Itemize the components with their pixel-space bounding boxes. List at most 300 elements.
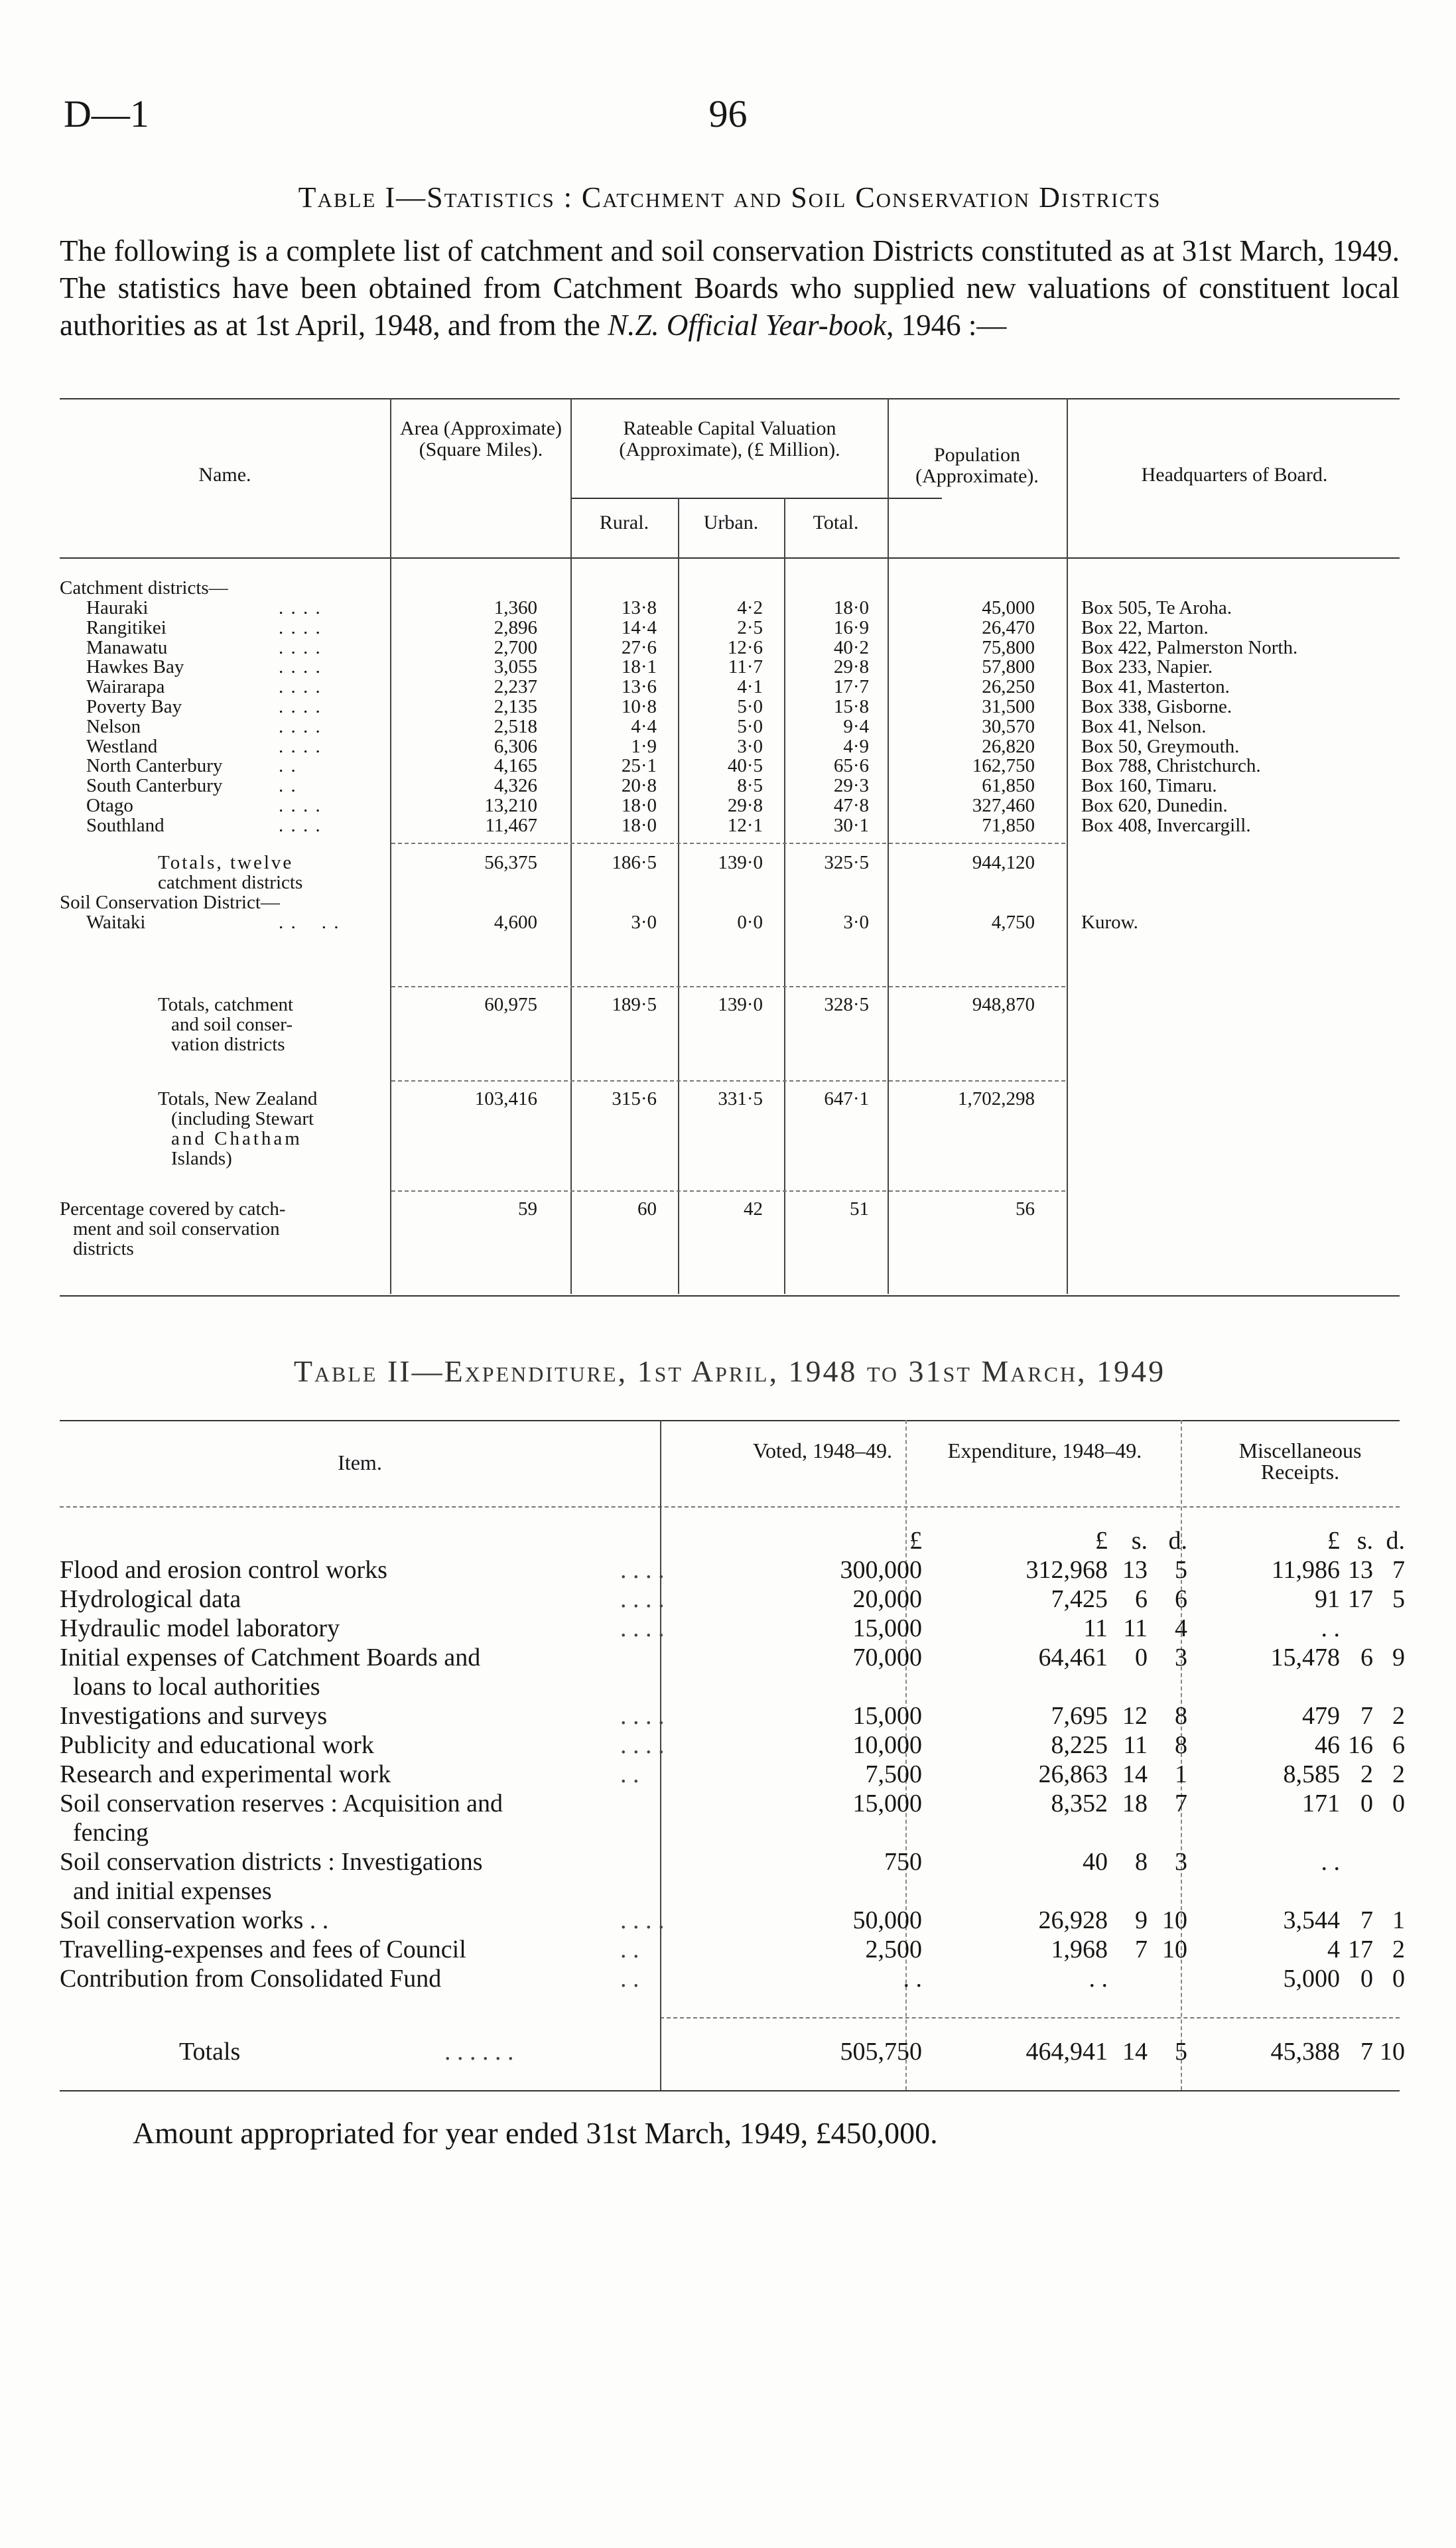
row-leader: . . . .	[620, 1585, 665, 1613]
table-row	[60, 1760, 1405, 1789]
area-value: 2,896	[494, 616, 537, 638]
row-voted: 70,000	[852, 1644, 922, 1671]
row-exp-pence: 8	[1175, 1702, 1187, 1730]
table2-header-rule	[60, 1506, 1400, 1508]
row-exp-pounds: 312,968	[1026, 1556, 1108, 1584]
population-value: 26,250	[982, 676, 1035, 698]
row-item-continuation: and initial expenses	[73, 1877, 272, 1905]
area-value: 2,237	[494, 676, 537, 698]
row-name: Manawatu	[86, 636, 168, 658]
row-misc-pounds: 4	[1327, 1936, 1340, 1963]
row-voted: 20,000	[852, 1585, 922, 1613]
urban-value: 8·5	[737, 775, 763, 797]
row-exp-shillings: 11	[1123, 1614, 1148, 1642]
rural-value: 1·9	[631, 735, 657, 757]
rural-value: 13·8	[621, 597, 657, 618]
table2-title: Table II—Expenditure, 1st April, 1948 to 31st March, 1949	[293, 1354, 1166, 1388]
hq-value: Box 408, Invercargill.	[1081, 814, 1251, 836]
waitaki-pop: 4,750	[991, 912, 1035, 933]
waitaki-total: 3·0	[843, 912, 869, 933]
rural-value: 13·6	[621, 676, 657, 698]
table2-totals-rule	[660, 2017, 1400, 2018]
percentage-urban: 42	[744, 1198, 763, 1220]
row-misc-shillings: 6	[1360, 1644, 1373, 1671]
row-misc-pounds: 91	[1315, 1585, 1340, 1613]
area-value: 13,210	[484, 794, 537, 816]
population-value: 162,750	[972, 755, 1035, 777]
row-name: Rangitikei	[86, 616, 166, 638]
table1-header-rule	[60, 557, 1400, 559]
row-misc-shillings: 17	[1348, 1936, 1373, 1963]
t2-col-expenditure: Expenditure, 1948–49.	[947, 1439, 1142, 1462]
waitaki-area: 4,600	[494, 912, 537, 933]
hq-value: Box 788, Christchurch.	[1081, 755, 1261, 777]
population-value: 31,500	[982, 695, 1035, 717]
row-exp-pounds: 26,863	[1038, 1760, 1108, 1788]
urban-value: 3·0	[737, 735, 763, 757]
rural-value: 20·8	[621, 775, 657, 797]
table1-top-rule	[60, 398, 1400, 399]
hq-value: Box 422, Palmerston North.	[1081, 636, 1298, 658]
row-misc-pence: 7	[1392, 1556, 1405, 1584]
intro-italic: N.Z. Official Year-book	[608, 309, 887, 342]
total-column	[789, 599, 869, 836]
totals-misc-pounds: 45,388	[1270, 2038, 1340, 2066]
row-name: Westland	[86, 735, 158, 757]
unit-s: s.	[1357, 1527, 1373, 1555]
area-value: 4,165	[494, 755, 537, 777]
row-leader: . .	[620, 1965, 639, 1993]
percentage-line1: Percentage covered by catch-	[60, 1198, 286, 1220]
row-exp-shillings: 7	[1135, 1936, 1148, 1963]
row-misc-shillings: 7	[1360, 1702, 1373, 1730]
row-misc-pounds: 479	[1302, 1702, 1340, 1730]
row-misc-shillings: 13	[1348, 1556, 1373, 1584]
row-exp-pounds: 7,695	[1051, 1702, 1108, 1730]
rural-value: 27·6	[621, 636, 657, 658]
row-exp-shillings: 6	[1135, 1585, 1148, 1613]
row-misc-shillings: 2	[1360, 1760, 1373, 1788]
row-misc-pounds: 15,478	[1270, 1644, 1340, 1671]
row-exp-pence: 10	[1162, 1906, 1187, 1934]
unit-s: s.	[1131, 1527, 1148, 1555]
totals-row	[60, 2037, 1405, 2066]
population-value: 26,820	[982, 735, 1035, 757]
row-misc-pounds: . .	[1321, 1848, 1340, 1876]
t2-col-voted: Voted, 1948–49.	[752, 1439, 893, 1462]
row-name: Nelson	[86, 715, 141, 737]
vline-1	[390, 398, 391, 1294]
urban-column	[683, 599, 763, 836]
area-value: 4,326	[494, 775, 537, 797]
total-value: 16·9	[833, 616, 869, 638]
row-name: South Canterbury	[86, 775, 223, 797]
vline-3	[678, 498, 679, 1294]
rural-value: 10·8	[621, 695, 657, 717]
area-value: 3,055	[494, 656, 537, 678]
total-value: 40·2	[833, 636, 869, 658]
row-misc-pence: 2	[1392, 1760, 1405, 1788]
totals-twelve-pop: 944,120	[972, 852, 1035, 873]
row-exp-shillings: 8	[1135, 1848, 1148, 1876]
row-leader: . . . .	[620, 1731, 665, 1759]
table-row	[60, 1789, 1405, 1818]
table2-bottom-rule	[60, 2090, 1400, 2091]
intro-paragraph	[60, 232, 1400, 344]
area-value: 2,700	[494, 636, 537, 658]
row-name: Poverty Bay	[86, 695, 182, 717]
row-item: Soil conservation works . .	[60, 1906, 329, 1934]
table1	[60, 398, 1400, 1301]
rural-value: 25·1	[621, 755, 657, 777]
vline-6	[1067, 398, 1068, 1294]
urban-value: 29·8	[727, 794, 763, 816]
row-exp-shillings: 12	[1122, 1702, 1148, 1730]
totals-misc-shillings: 7	[1360, 2038, 1373, 2066]
table-row-continuation	[60, 1876, 1400, 1906]
row-item: Soil conservation districts : Investigations	[60, 1848, 483, 1876]
totals-cs-line1: Totals, catchment	[158, 994, 294, 1015]
row-exp-pence: 6	[1175, 1585, 1187, 1613]
urban-value: 5·0	[737, 695, 763, 717]
urban-value: 12·6	[727, 636, 763, 658]
row-exp-pence: 4	[1175, 1614, 1187, 1642]
hq-value: Box 505, Te Aroha.	[1081, 597, 1232, 618]
urban-value: 5·0	[737, 715, 763, 737]
area-value: 1,360	[494, 597, 537, 618]
total-value: 15·8	[833, 695, 869, 717]
totals-nz-line2: (including Stewart	[171, 1108, 314, 1129]
population-value: 57,800	[982, 656, 1035, 678]
population-value: 75,800	[982, 636, 1035, 658]
row-item-continuation: fencing	[73, 1819, 149, 1847]
percentage-line3: districts	[73, 1238, 134, 1259]
row-misc-pounds: . .	[1321, 1614, 1340, 1642]
col-hq-header: Headquarters of Board.	[1141, 464, 1328, 486]
row-item: Flood and erosion control works	[60, 1556, 387, 1584]
population-value: 71,850	[982, 814, 1035, 836]
hq-value: Box 160, Timaru.	[1081, 775, 1217, 797]
row-name: Wairarapa	[86, 676, 165, 698]
row-misc-shillings: 0	[1360, 1790, 1373, 1817]
row-exp-pounds: 8,352	[1051, 1790, 1108, 1817]
row-misc-pounds: 3,544	[1283, 1906, 1340, 1934]
table2	[60, 1420, 1405, 2548]
urban-value: 11·7	[728, 656, 763, 678]
table-row	[60, 1643, 1405, 1672]
table2-top-rule	[60, 1420, 1400, 1421]
rateable-subheader-rule	[570, 498, 942, 499]
table-row	[60, 1614, 1400, 1643]
row-item: Hydraulic model laboratory	[60, 1614, 340, 1642]
row-misc-pounds: 8,585	[1283, 1760, 1340, 1788]
row-name: Southland	[86, 814, 165, 836]
urban-value: 40·5	[727, 755, 763, 777]
row-exp-pence: 3	[1175, 1848, 1187, 1876]
row-voted: 750	[884, 1848, 922, 1876]
total-value: 65·6	[833, 755, 869, 777]
row-misc-shillings: 0	[1360, 1965, 1373, 1993]
row-voted: 10,000	[852, 1731, 922, 1759]
table-row	[60, 1731, 1405, 1760]
hq-value: Box 50, Greymouth.	[1081, 735, 1240, 757]
row-misc-pence: 0	[1392, 1790, 1405, 1817]
urban-value: 4·2	[737, 597, 763, 618]
totals-exp-shillings: 14	[1122, 2038, 1148, 2066]
table-row	[60, 1935, 1405, 1964]
row-misc-shillings: 7	[1360, 1906, 1373, 1934]
row-leader: . . . .	[620, 1614, 665, 1642]
row-exp-pounds: . .	[1089, 1965, 1108, 1993]
row-leader: . .	[620, 1936, 639, 1963]
name-leaders: . . . . . . . . . . . . . . . . . . . . . . . . . . . . . . . . . . . . . . . . . . . .	[279, 597, 322, 836]
footnote: Amount appropriated for year ended 31st March, 1949, £450,000.	[133, 2116, 938, 2150]
row-exp-pounds: 1,968	[1051, 1936, 1108, 1963]
totals-cs-line3: vation districts	[171, 1034, 285, 1055]
hq-column	[1081, 599, 1400, 836]
totals-cs-urban: 139·0	[718, 994, 763, 1015]
row-misc-pounds: 171	[1302, 1790, 1340, 1817]
hq-value: Box 338, Gisborne.	[1081, 695, 1232, 717]
row-leader: . .	[620, 1760, 639, 1788]
totals-voted: 505,750	[840, 2038, 922, 2066]
waitaki-hq: Kurow.	[1081, 912, 1138, 933]
row-exp-shillings: 13	[1122, 1556, 1148, 1584]
col-rateable-header: Rateable Capital Valuation (Approximate), (£ Million).	[619, 417, 840, 460]
row-misc-pence: 2	[1392, 1936, 1405, 1963]
row-exp-pounds: 8,225	[1051, 1731, 1108, 1759]
total-value: 9·4	[843, 715, 869, 737]
table-row	[60, 1847, 1400, 1876]
waitaki-urban: 0·0	[737, 912, 763, 933]
t2-col-misc: Miscellaneous Receipts.	[1238, 1439, 1362, 1484]
section-code: D—1	[64, 92, 149, 135]
totals-twelve-line2: catchment districts	[158, 872, 303, 893]
totals-label: Totals	[179, 2038, 241, 2066]
rural-value: 14·4	[621, 616, 657, 638]
totals-exp-pounds: 464,941	[1026, 2038, 1108, 2066]
separator-totals-catchment	[391, 986, 1065, 987]
table-row	[60, 1555, 1405, 1585]
percentage-rural: 60	[637, 1198, 657, 1220]
row-name: Otago	[86, 794, 133, 816]
table1-title: Table I—Statistics : Catchment and Soil Conservation Districts	[298, 181, 1161, 214]
intro-text-2: , 1946 :—	[886, 309, 1007, 342]
unit-pound: £	[1327, 1527, 1340, 1555]
totals-twelve-total: 325·5	[824, 852, 869, 873]
row-leader: . . . .	[620, 1702, 665, 1730]
totals-cs-pop: 948,870	[972, 994, 1035, 1015]
row-voted: 7,500	[865, 1760, 922, 1788]
area-value: 2,518	[494, 715, 537, 737]
totals-nz-urban: 331·5	[718, 1088, 763, 1109]
population-value: 45,000	[982, 597, 1035, 618]
rural-column	[577, 599, 657, 836]
row-exp-shillings: 11	[1123, 1731, 1148, 1759]
row-leader: . . . .	[620, 1906, 665, 1934]
totals-nz-total: 647·1	[824, 1088, 869, 1109]
row-misc-pence: 5	[1392, 1585, 1405, 1613]
population-value: 30,570	[982, 715, 1035, 737]
col-rural-header: Rural.	[599, 512, 649, 533]
col-population-header: Population (Approximate).	[915, 444, 1039, 487]
row-misc-pounds: 5,000	[1283, 1965, 1340, 1993]
row-exp-pence: 3	[1175, 1644, 1187, 1671]
totals-cs-area: 60,975	[484, 994, 537, 1015]
vline-4	[784, 498, 785, 1294]
percentage-total: 51	[850, 1198, 869, 1220]
col-total-header: Total.	[813, 512, 859, 533]
row-leader: . . . .	[620, 1556, 665, 1584]
total-value: 4·9	[843, 735, 869, 757]
row-misc-pence: 6	[1392, 1731, 1405, 1759]
hq-value: Box 22, Marton.	[1081, 616, 1209, 638]
row-item: Hydrological data	[60, 1585, 241, 1613]
totals-nz-line4: Islands)	[171, 1148, 232, 1169]
group-label-soil: Soil Conservation District—	[60, 892, 280, 913]
waitaki-rural: 3·0	[631, 912, 657, 933]
table-row	[60, 1964, 1405, 1993]
row-exp-pounds: 40	[1083, 1848, 1108, 1876]
table-row	[60, 1701, 1405, 1731]
hq-value: Box 41, Nelson.	[1081, 715, 1207, 737]
hq-value: Box 41, Masterton.	[1081, 676, 1230, 698]
total-value: 29·3	[833, 775, 869, 797]
row-exp-pence: 7	[1175, 1790, 1187, 1817]
totals-nz-area: 103,416	[474, 1088, 537, 1109]
total-value: 29·8	[833, 656, 869, 678]
rural-value: 18·0	[621, 794, 657, 816]
row-name: Hawkes Bay	[86, 656, 184, 678]
totals-cs-line2: and soil conser-	[171, 1014, 293, 1035]
totals-cs-total: 328·5	[824, 994, 869, 1015]
col-name-header: Name.	[198, 464, 251, 486]
separator-totals-twelve	[391, 843, 1065, 844]
row-exp-pounds: 64,461	[1038, 1644, 1108, 1671]
area-value: 6,306	[494, 735, 537, 757]
row-voted: 300,000	[840, 1556, 922, 1584]
urban-value: 2·5	[737, 616, 763, 638]
row-misc-pence: 0	[1392, 1965, 1405, 1993]
row-exp-pence: 10	[1162, 1936, 1187, 1963]
row-exp-pence: 8	[1175, 1731, 1187, 1759]
row-exp-pence: 5	[1175, 1556, 1187, 1584]
total-value: 30·1	[833, 814, 869, 836]
col-area-header: Area (Approximate) (Square Miles).	[399, 417, 563, 460]
totals-twelve-line1: Totals, twelve	[158, 852, 294, 873]
percentage-pop: 56	[1016, 1198, 1035, 1220]
totals-nz-line1: Totals, New Zealand	[158, 1088, 318, 1109]
row-name: Hauraki	[86, 597, 149, 618]
row-item: Investigations and surveys	[60, 1702, 328, 1730]
row-exp-pounds: 7,425	[1051, 1585, 1108, 1613]
hq-value: Box 233, Napier.	[1081, 656, 1213, 678]
unit-d: d.	[1386, 1527, 1405, 1555]
row-misc-pence: 1	[1392, 1906, 1405, 1934]
total-value: 18·0	[833, 597, 869, 618]
waitaki-name: Waitaki	[86, 912, 146, 933]
table1-bottom-rule	[60, 1295, 1400, 1297]
total-value: 17·7	[833, 676, 869, 698]
rural-value: 18·0	[621, 814, 657, 836]
separator-totals-nz	[391, 1080, 1065, 1082]
row-misc-pence: 2	[1392, 1702, 1405, 1730]
urban-value: 4·1	[737, 676, 763, 698]
unit-d: d.	[1168, 1527, 1187, 1555]
table-row-continuation	[60, 1818, 1400, 1847]
table-row	[60, 1585, 1405, 1614]
area-column	[405, 599, 537, 836]
row-misc-pounds: 11,986	[1271, 1556, 1340, 1584]
totals-nz-rural: 315·6	[612, 1088, 657, 1109]
percentage-line2: ment and soil conservation	[73, 1218, 280, 1239]
table-row	[60, 1906, 1405, 1935]
totals-leader: . . . . . .	[444, 2038, 514, 2066]
table-row-continuation	[60, 1672, 1400, 1701]
area-value: 11,467	[485, 814, 537, 836]
totals-twelve-area: 56,375	[484, 852, 537, 873]
row-exp-pounds: 11	[1083, 1614, 1108, 1642]
totals-exp-pence: 5	[1175, 2038, 1187, 2066]
unit-pound: £	[909, 1527, 922, 1555]
t2-col-item: Item.	[338, 1451, 382, 1474]
rural-value: 18·1	[621, 656, 657, 678]
totals-twelve-urban: 139·0	[718, 852, 763, 873]
rural-value: 4·4	[631, 715, 657, 737]
hq-value: Box 620, Dunedin.	[1081, 794, 1228, 816]
row-misc-pence: 9	[1392, 1644, 1405, 1671]
total-value: 47·8	[833, 794, 869, 816]
totals-twelve-rural: 186·5	[612, 852, 657, 873]
area-value: 2,135	[494, 695, 537, 717]
row-misc-pounds: 46	[1315, 1731, 1340, 1759]
row-misc-shillings: 17	[1348, 1585, 1373, 1613]
population-value: 61,850	[982, 775, 1035, 797]
row-exp-shillings: 14	[1122, 1760, 1148, 1788]
row-voted: 15,000	[852, 1614, 922, 1642]
row-exp-pounds: 26,928	[1038, 1906, 1108, 1934]
row-item: Travelling-expenses and fees of Council	[60, 1936, 466, 1963]
row-item: Initial expenses of Catchment Boards and	[60, 1644, 481, 1671]
totals-cs-rural: 189·5	[612, 994, 657, 1015]
row-item: Publicity and educational work	[60, 1731, 374, 1759]
row-voted: 15,000	[852, 1790, 922, 1817]
row-item: Research and experimental work	[60, 1760, 391, 1788]
page-number: 96	[708, 92, 748, 135]
group-label-catchment: Catchment districts—	[60, 577, 228, 599]
totals-misc-pence: 10	[1380, 2038, 1405, 2066]
totals-nz-pop: 1,702,298	[958, 1088, 1035, 1109]
row-exp-shillings: 18	[1122, 1790, 1148, 1817]
col-urban-header: Urban.	[703, 512, 759, 533]
row-exp-shillings: 9	[1135, 1906, 1148, 1934]
population-column	[895, 599, 1035, 836]
population-value: 26,470	[982, 616, 1035, 638]
row-voted: 50,000	[852, 1906, 922, 1934]
population-value: 327,460	[972, 794, 1035, 816]
separator-percentage	[391, 1190, 1065, 1192]
percentage-area: 59	[518, 1198, 537, 1220]
row-voted: 2,500	[865, 1936, 922, 1963]
totals-nz-line3: and Chatham	[171, 1128, 302, 1149]
row-item: Soil conservation reserves : Acquisition and	[60, 1790, 503, 1817]
intro-text-1: The following is a complete list of catchment and soil conservation Districts constituted as at 31st March, 1949. The statistics have been obtained from Catchment Boards who supplied new valuations of constituent local authorities as at 1st April, 1948, and from the	[60, 234, 1400, 342]
row-name: North Canterbury	[86, 755, 223, 777]
units-row	[60, 1526, 1405, 1555]
unit-pound: £	[1095, 1527, 1108, 1555]
row-exp-pence: 1	[1175, 1760, 1187, 1788]
row-misc-shillings: 16	[1348, 1731, 1373, 1759]
